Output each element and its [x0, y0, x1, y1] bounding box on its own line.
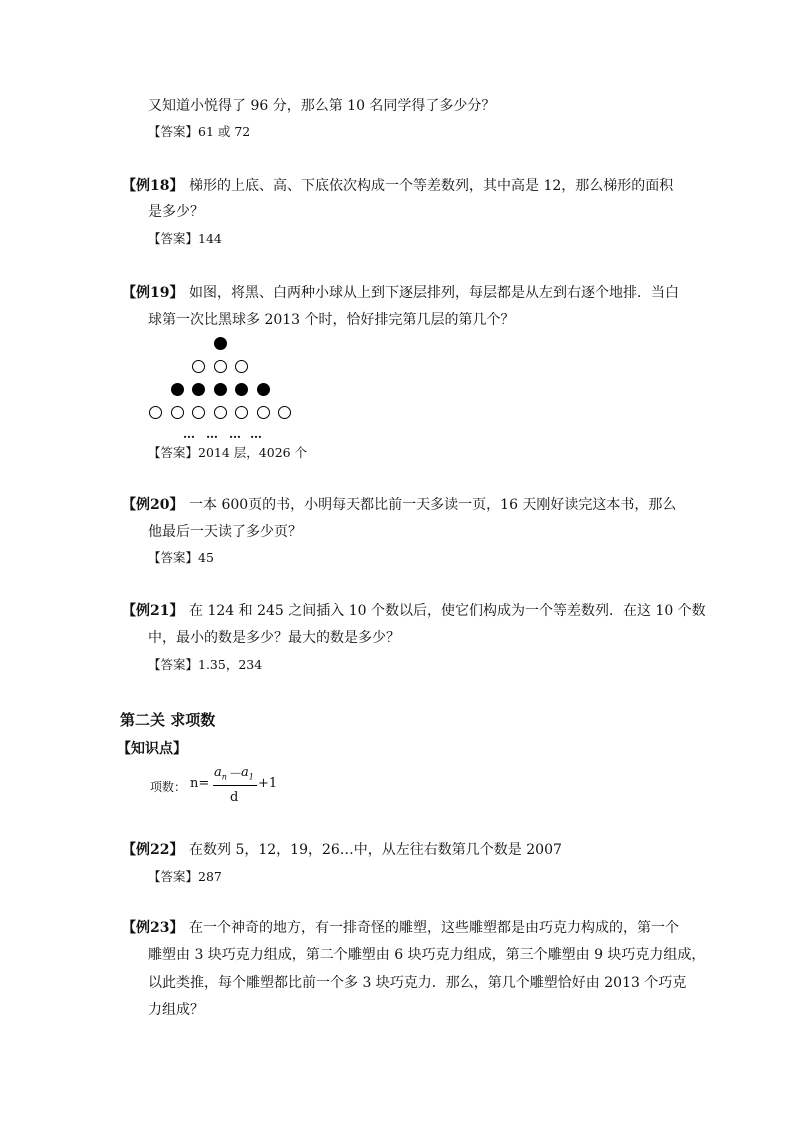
fraction-bar	[213, 785, 257, 786]
e18-answer: 【答案】144	[148, 231, 222, 246]
p17-answer: 【答案】61 或 72	[148, 124, 251, 139]
knowledge-heading: 【知识点】	[117, 741, 187, 757]
e18-label: 【例18】	[122, 178, 184, 194]
white-ball	[192, 406, 205, 419]
e23-line3: 以此类推，每个雕塑都比前一个多 3 块巧克力．那么，第几个雕塑恰好由 2013 个巧克	[148, 975, 687, 991]
e19-line1: 如图，将黑、白两种小球从上到下逐层排列，每层都是从左到右逐个地排．当白	[189, 285, 679, 301]
white-ball	[235, 360, 248, 373]
e22-label: 【例22】	[122, 842, 184, 858]
e23-line2: 雕塑由 3 块巧克力组成，第二个雕塑由 6 块巧克力组成，第三个雕塑由 9 块巧克力组成，	[148, 947, 706, 963]
e20-label: 【例20】	[122, 497, 184, 513]
e19-answer: 【答案】2014 层，4026 个	[148, 445, 308, 460]
white-ball	[257, 406, 270, 419]
formula-label: 项数：	[150, 780, 187, 794]
formula-n: n=	[190, 776, 210, 791]
e19-label: 【例19】	[122, 285, 184, 301]
p17-line2: 又知道小悦得了 96 分，那么第 10 名同学得了多少分？	[148, 98, 496, 114]
black-ball	[235, 383, 248, 396]
e19-dots-3: …	[229, 427, 240, 441]
black-ball	[192, 383, 205, 396]
white-ball	[278, 406, 291, 419]
e18-line1: 梯形的上底、高、下底依次构成一个等差数列，其中高是 12，那么梯形的面积	[189, 178, 674, 194]
formula-minus: －	[229, 767, 243, 782]
e20-line1: 一本 600页的书，小明每天都比前一天多读一页，16 天刚好读完这本书，那么	[189, 497, 677, 513]
e22-line1: 在数列 5，12，19，26…中，从左往右数第几个数是 2007	[189, 842, 562, 858]
formula-d: d	[230, 790, 239, 805]
black-ball	[214, 383, 227, 396]
e19-line2: 球第一次比黑球多 2013 个时，恰好排完第几层的第几个？	[148, 312, 515, 328]
e21-answer: 【答案】1.35，234	[148, 657, 263, 672]
black-ball	[214, 337, 227, 350]
e23-label: 【例23】	[122, 920, 184, 936]
e18-line2: 是多少？	[148, 204, 204, 220]
white-ball	[214, 360, 227, 373]
e20-line2: 他最后一天读了多少页？	[148, 524, 302, 540]
formula-plus-one: +1	[258, 776, 278, 791]
white-ball	[235, 406, 248, 419]
e21-line1: 在 124 和 245 之间插入 10 个数以后，使它们构成为一个等差数列．在这 10 个数	[189, 603, 706, 619]
e23-line1: 在一个神奇的地方，有一排奇怪的雕塑，这些雕塑都是由巧克力构成的，第一个	[189, 920, 679, 936]
e22-answer: 【答案】287	[148, 869, 222, 884]
e23-line4: 力组成？	[148, 1002, 204, 1018]
e21-label: 【例21】	[122, 603, 184, 619]
e21-line2: 中，最小的数是多少？最大的数是多少？	[148, 630, 400, 646]
white-ball	[171, 406, 184, 419]
white-ball	[192, 360, 205, 373]
e19-dots-4: …	[250, 427, 261, 441]
e19-dots-2: …	[206, 427, 217, 441]
section-title: 第二关 求项数	[120, 711, 216, 729]
e19-dots-1: …	[183, 427, 194, 441]
formula-a1: $a_1$	[241, 765, 254, 782]
formula-an: $a_n$	[214, 765, 227, 782]
black-ball	[257, 383, 270, 396]
white-ball	[214, 406, 227, 419]
e20-answer: 【答案】45	[148, 550, 214, 565]
white-ball	[149, 406, 162, 419]
black-ball	[171, 383, 184, 396]
